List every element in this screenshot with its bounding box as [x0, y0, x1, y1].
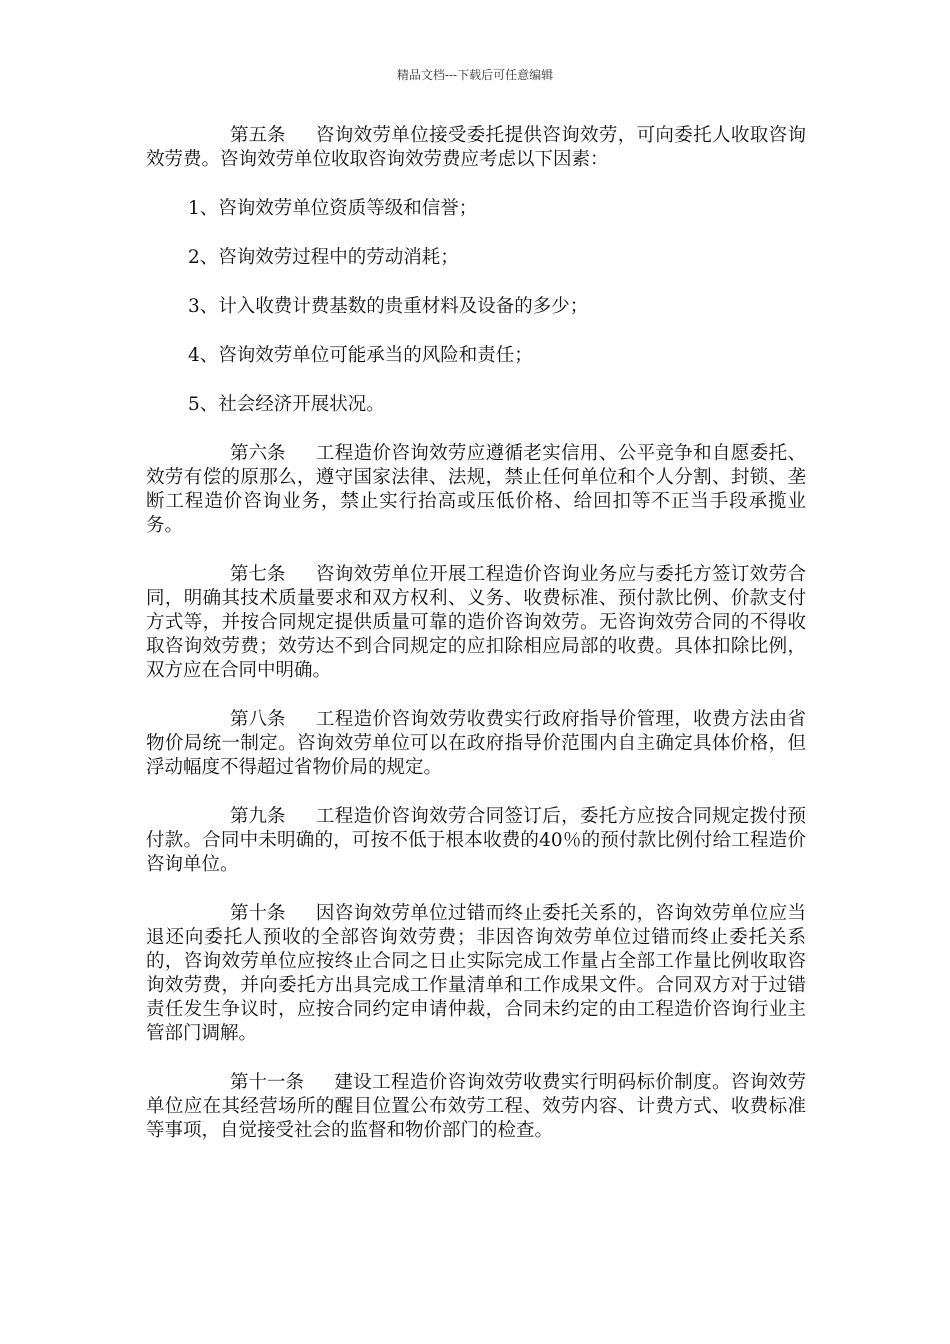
article-text: 咨询效劳单位接受委托提供咨询效劳，可向委托人收取咨询效劳费。咨询效劳单位收取咨询效劳费应考虑以下因素：: [146, 125, 806, 170]
page-header: 精品文档---下载后可任意编辑: [396, 68, 554, 82]
article-text: 工程造价咨询效劳合同签订后，委托方应按合同规定拨付预付款。合同中未明确的，可按不低于根本收费的40％的预付款比例付给工程造价咨询单位。: [146, 806, 806, 875]
factor-item-5: 5、社会经济开展状况。: [188, 394, 385, 415]
article-8: [146, 708, 806, 780]
document-body: [146, 124, 806, 1168]
article-7: [146, 563, 806, 683]
article-text: 工程造价咨询效劳应遵循老实信用、公平竞争和自愿委托、效劳有偿的原那么，遵守国家法律、法规，禁止任何单位和个人分割、封锁、垄断工程造价咨询业务，禁止实行抬高或压低价格、给回扣等不正当手段承揽业务。: [146, 443, 806, 536]
article-6: [146, 442, 806, 538]
article-text: 工程造价咨询效劳收费实行政府指导价管理，收费方法由省物价局统一制定。咨询效劳单位可以在政府指导价范围内自主确定具体价格，但浮动幅度不得超过省物价局的规定。: [146, 709, 806, 778]
article-number: 第七条: [230, 564, 286, 585]
article-text: 因咨询效劳单位过错而终止委托关系的，咨询效劳单位应当退还向委托人预收的全部咨询效劳费；非因咨询效劳单位过错而终止委托关系的，咨询效劳单位应按终止合同之日止实际完成工作量占全部工作量比例收取咨询效劳费，并向委托方出具完成工作量清单和工作成果文件。合同双方对于过错责任发生争议时，应按合同约定申请仲裁，合同未约定的由工程造价咨询行业主管部门调解。: [146, 903, 806, 1044]
article-number: 第五条: [230, 125, 286, 146]
article-number: 第六条: [230, 443, 286, 464]
article-text: 建设工程造价咨询效劳收费实行明码标价制度。咨询效劳单位应在其经营场所的醒目位置公布效劳工程、效劳内容、计费方式、收费标准等事项，自觉接受社会的监督和物价部门的检查。: [146, 1072, 806, 1141]
article-9: [146, 805, 806, 877]
article-10: [146, 902, 806, 1046]
article-number: 第十一条: [230, 1072, 305, 1093]
article-5: [146, 124, 806, 172]
article-11: [146, 1071, 806, 1143]
factor-item-1: 1、咨询效劳单位资质等级和信誉；: [188, 198, 478, 219]
article-number: 第九条: [230, 806, 286, 827]
factor-item-2: 2、咨询效劳过程中的劳动消耗；: [188, 247, 459, 268]
article-text: 咨询效劳单位开展工程造价咨询业务应与委托方签订效劳合同，明确其技术质量要求和双方权利、义务、收费标准、预付款比例、价款支付方式等，并按合同规定提供质量可靠的造价咨询效劳。无咨询效劳合同的不得收取咨询效劳费；效劳达不到合同规定的应扣除相应局部的收费。具体扣除比例，双方应在合同中明确。: [146, 564, 806, 681]
factor-item-4: 4、咨询效劳单位可能承当的风险和责任；: [188, 345, 533, 366]
factor-item-3: 3、计入收费计费基数的贵重材料及设备的多少；: [188, 296, 589, 317]
article-number: 第十条: [230, 903, 286, 924]
article-number: 第八条: [230, 709, 286, 730]
